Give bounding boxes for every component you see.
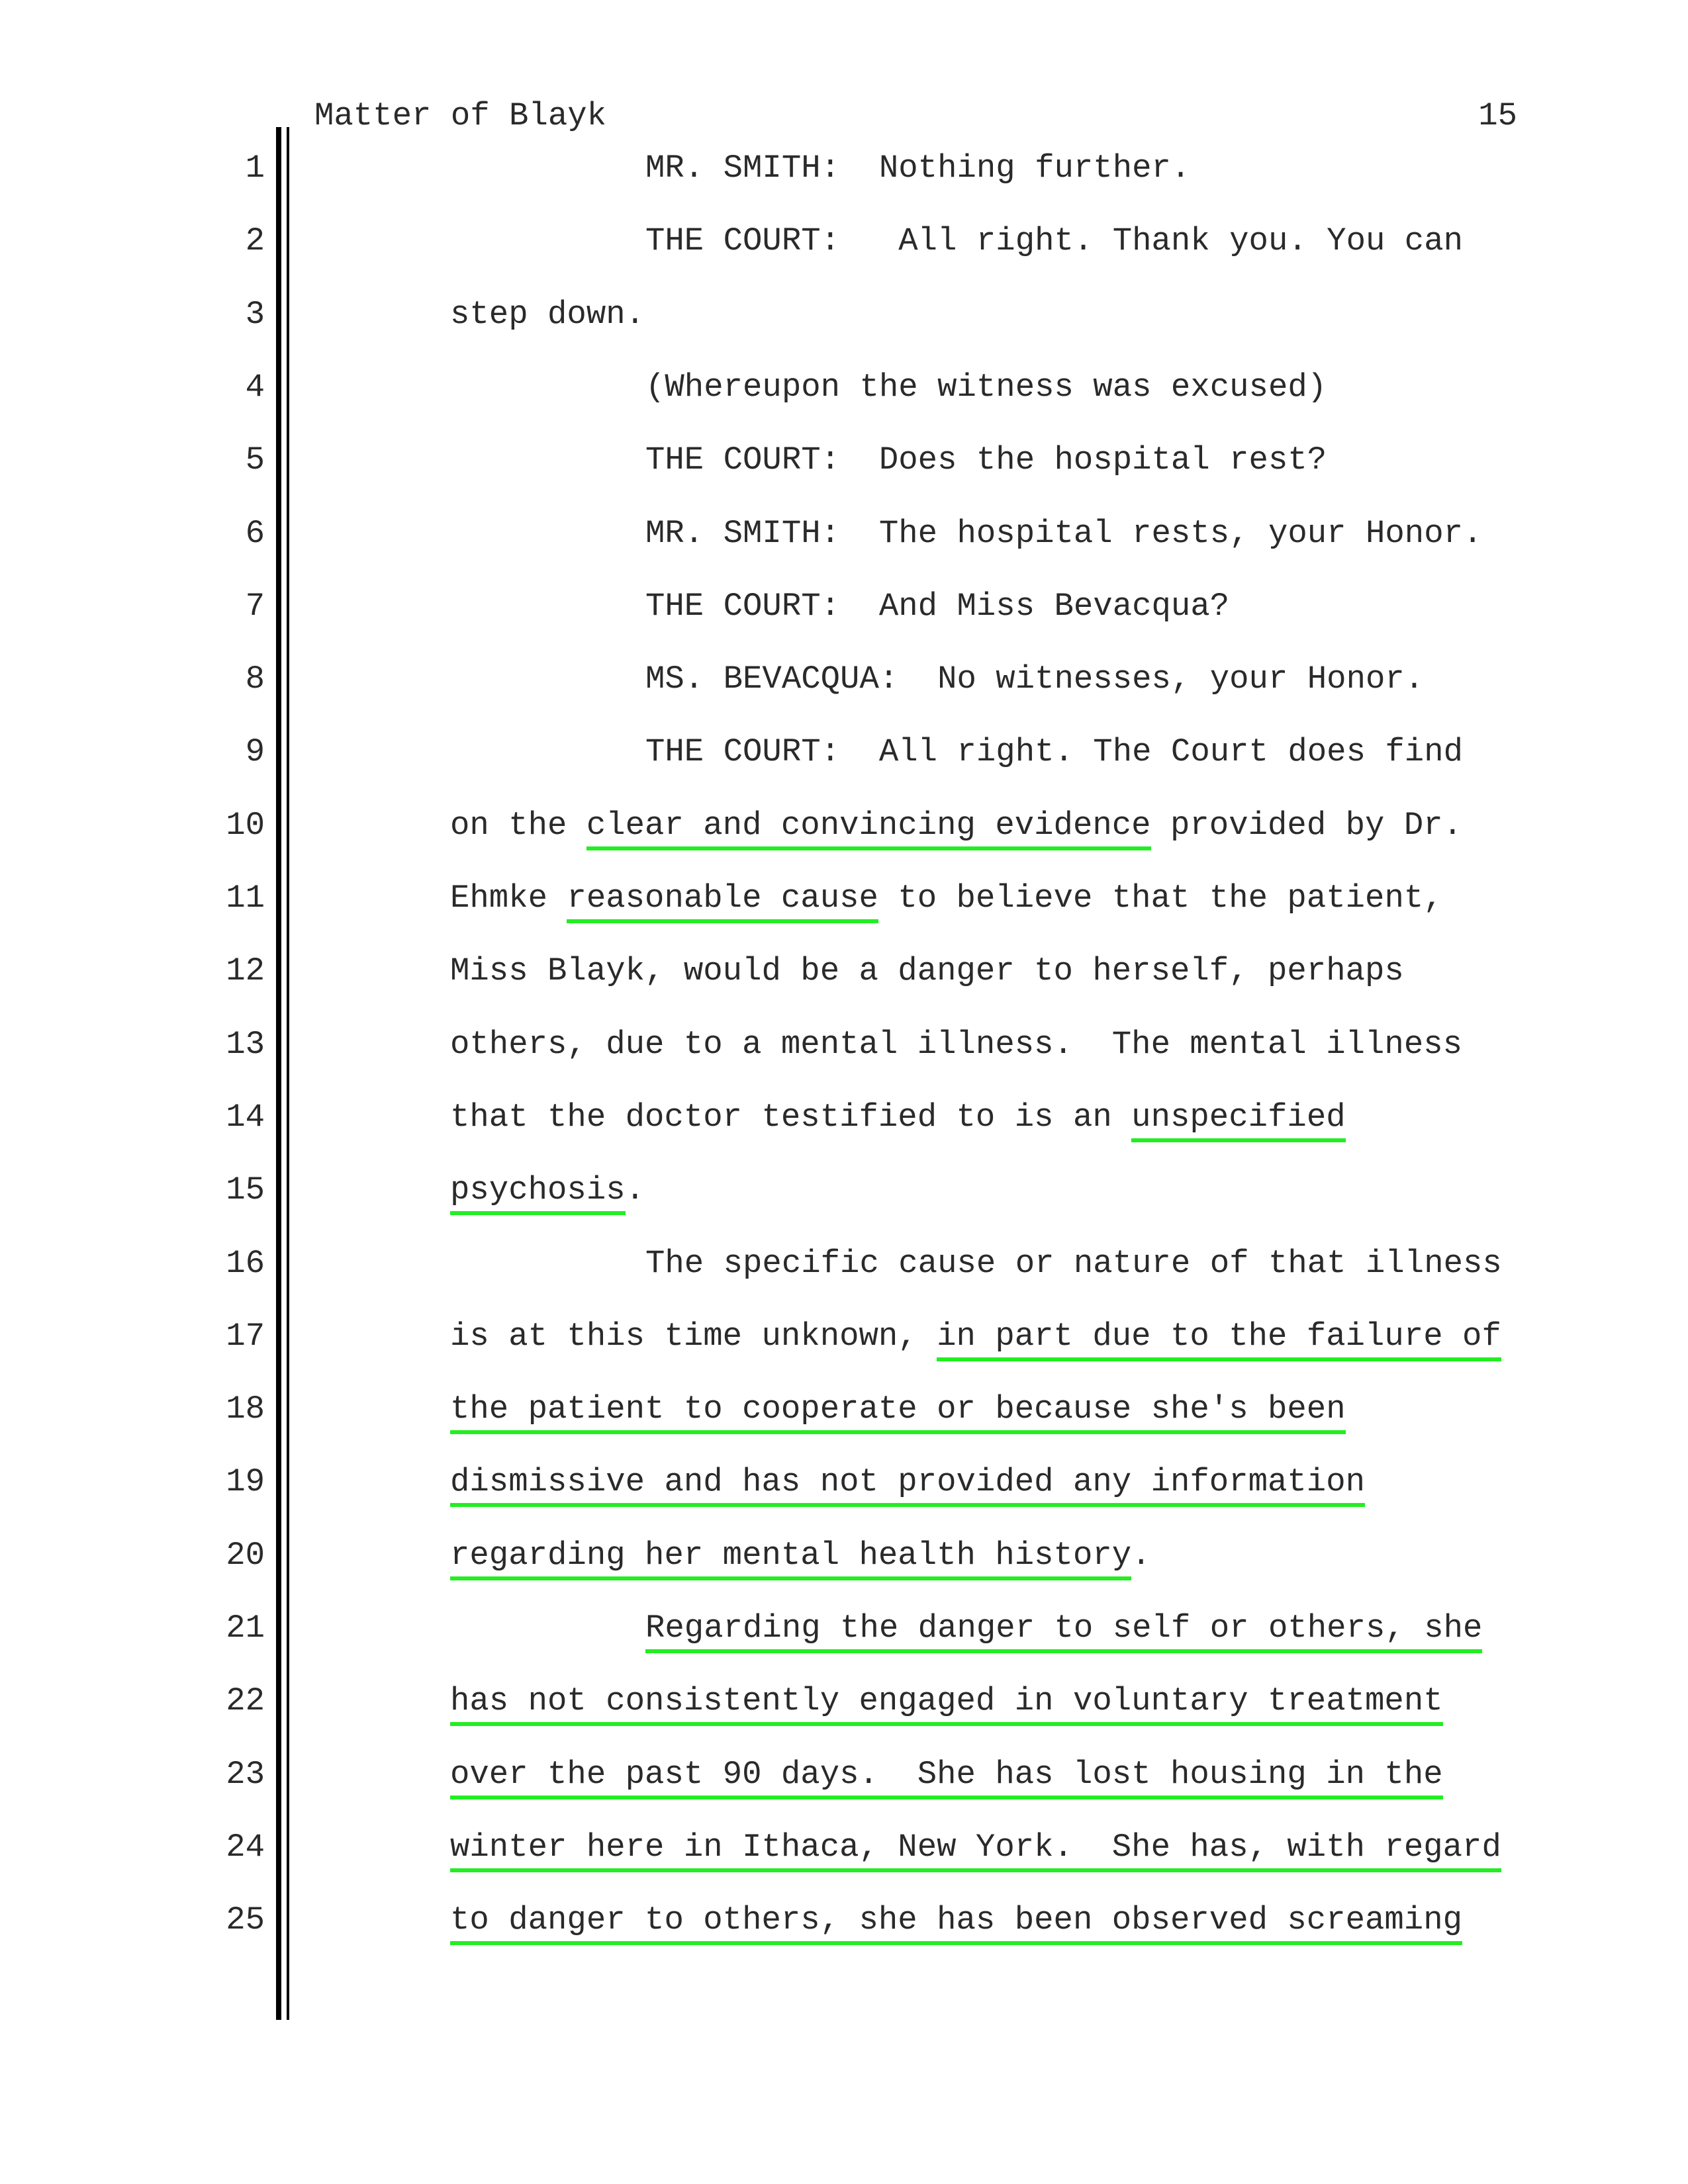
text-segment: THE COURT: All right. The Court does find bbox=[645, 733, 1464, 770]
transcript-line bbox=[0, 1592, 1688, 1664]
transcript-line bbox=[0, 934, 1688, 1007]
highlighted-phrase: psychosis bbox=[450, 1171, 626, 1215]
transcript-line bbox=[0, 1664, 1688, 1737]
line-text bbox=[645, 205, 1463, 277]
transcript-line bbox=[0, 1154, 1688, 1226]
line-number: 10 bbox=[226, 807, 265, 844]
text-segment: THE COURT: And Miss Bevacqua? bbox=[645, 588, 1230, 625]
line-text bbox=[645, 570, 1229, 643]
text-segment: step down. bbox=[450, 296, 645, 333]
line-number: 2 bbox=[245, 222, 265, 259]
text-segment: provided by Dr. bbox=[1150, 807, 1463, 844]
line-number: 22 bbox=[226, 1682, 265, 1719]
text-segment: MR. SMITH: Nothing further. bbox=[645, 150, 1191, 187]
transcript-line bbox=[0, 1008, 1688, 1081]
line-text bbox=[450, 1154, 645, 1226]
line-number: 8 bbox=[245, 660, 265, 698]
line-text bbox=[450, 1738, 1443, 1811]
line-text bbox=[450, 1445, 1365, 1518]
line-text bbox=[450, 1081, 1346, 1154]
transcript-line bbox=[0, 1373, 1688, 1445]
line-text bbox=[450, 278, 645, 351]
text-segment: MS. BEVACQUA: No witnesses, your Honor. bbox=[645, 660, 1425, 698]
text-segment: . bbox=[625, 1171, 645, 1208]
line-number: 19 bbox=[226, 1463, 265, 1500]
transcript-line bbox=[0, 643, 1688, 715]
line-text bbox=[450, 934, 1404, 1007]
line-number: 11 bbox=[226, 880, 265, 917]
transcript-line bbox=[0, 1227, 1688, 1300]
highlighted-phrase: Regarding the danger to self or others, she bbox=[645, 1610, 1482, 1653]
line-number: 14 bbox=[226, 1099, 265, 1136]
line-number: 18 bbox=[226, 1390, 265, 1428]
highlighted-phrase: over the past 90 days. She has lost housing in the bbox=[450, 1756, 1443, 1799]
line-number: 15 bbox=[226, 1171, 265, 1208]
transcript-line bbox=[0, 1081, 1688, 1154]
text-segment: . bbox=[1131, 1537, 1151, 1574]
line-text bbox=[645, 643, 1424, 715]
highlighted-phrase: clear and convincing evidence bbox=[586, 807, 1151, 850]
line-text bbox=[645, 1227, 1502, 1300]
transcript-line bbox=[0, 424, 1688, 496]
line-text bbox=[645, 715, 1463, 788]
text-segment: THE COURT: Does the hospital rest? bbox=[645, 441, 1327, 478]
text-segment: is at this time unknown, bbox=[450, 1318, 937, 1355]
line-number: 24 bbox=[226, 1829, 265, 1866]
line-number: 5 bbox=[245, 441, 265, 478]
line-text bbox=[645, 424, 1327, 496]
transcript-line bbox=[0, 1884, 1688, 1956]
text-segment: THE COURT: All right. Thank you. You can bbox=[645, 222, 1464, 259]
line-number: 7 bbox=[245, 588, 265, 625]
text-segment: Ehmke bbox=[450, 880, 567, 917]
line-number: 21 bbox=[226, 1610, 265, 1647]
text-segment: to believe that the patient, bbox=[878, 880, 1443, 917]
line-number: 17 bbox=[226, 1318, 265, 1355]
highlighted-phrase: reasonable cause bbox=[567, 880, 878, 923]
highlighted-phrase: has not consistently engaged in voluntary treatment bbox=[450, 1682, 1443, 1726]
line-text bbox=[450, 1664, 1443, 1737]
line-number: 12 bbox=[226, 952, 265, 989]
transcript-line bbox=[0, 351, 1688, 424]
text-segment: MR. SMITH: The hospital rests, your Honor. bbox=[645, 515, 1483, 552]
line-number: 16 bbox=[226, 1245, 265, 1282]
line-text bbox=[450, 1300, 1501, 1373]
transcript-line bbox=[0, 1738, 1688, 1811]
transcript-line bbox=[0, 1811, 1688, 1884]
highlighted-phrase: in part due to the failure of bbox=[937, 1318, 1501, 1361]
line-text bbox=[450, 1373, 1346, 1445]
line-number: 13 bbox=[226, 1026, 265, 1063]
line-number: 4 bbox=[245, 369, 265, 406]
transcript-line bbox=[0, 862, 1688, 934]
line-text bbox=[645, 351, 1327, 424]
page-number: 15 bbox=[1478, 97, 1517, 134]
text-segment: (Whereupon the witness was excused) bbox=[645, 369, 1327, 406]
line-text bbox=[645, 132, 1190, 205]
transcript-line bbox=[0, 570, 1688, 643]
line-text bbox=[450, 862, 1443, 934]
line-text bbox=[450, 1811, 1501, 1884]
line-number: 1 bbox=[245, 150, 265, 187]
line-number: 23 bbox=[226, 1756, 265, 1793]
highlighted-phrase: the patient to cooperate or because she's been bbox=[450, 1390, 1346, 1434]
line-number: 25 bbox=[226, 1901, 265, 1938]
line-text bbox=[450, 1008, 1462, 1081]
line-text bbox=[645, 1592, 1482, 1664]
case-title: Matter of Blayk bbox=[314, 97, 607, 134]
highlighted-phrase: winter here in Ithaca, New York. She has, with regard bbox=[450, 1829, 1501, 1872]
transcript-line bbox=[0, 1300, 1688, 1373]
transcript-line bbox=[0, 1445, 1688, 1518]
text-segment: on the bbox=[450, 807, 586, 844]
line-number: 3 bbox=[245, 296, 265, 333]
transcript-line bbox=[0, 497, 1688, 570]
transcript-line bbox=[0, 715, 1688, 788]
text-segment: The specific cause or nature of that illness bbox=[645, 1245, 1502, 1282]
text-segment: Miss Blayk, would be a danger to herself, perhaps bbox=[450, 952, 1404, 989]
transcript-line bbox=[0, 132, 1688, 205]
line-text bbox=[450, 1884, 1462, 1956]
line-text bbox=[450, 789, 1462, 862]
highlighted-phrase: regarding her mental health history bbox=[450, 1537, 1131, 1580]
transcript-line bbox=[0, 278, 1688, 351]
highlighted-phrase: to danger to others, she has been observed screaming bbox=[450, 1901, 1462, 1945]
highlighted-phrase: dismissive and has not provided any information bbox=[450, 1463, 1365, 1507]
line-number: 20 bbox=[226, 1537, 265, 1574]
text-segment: others, due to a mental illness. The mental illness bbox=[450, 1026, 1463, 1063]
highlighted-phrase: unspecified bbox=[1131, 1099, 1345, 1142]
text-segment: that the doctor testified to is an bbox=[450, 1099, 1132, 1136]
transcript-line bbox=[0, 789, 1688, 862]
line-text bbox=[645, 497, 1482, 570]
line-text bbox=[450, 1519, 1151, 1592]
transcript-line bbox=[0, 1519, 1688, 1592]
line-number: 9 bbox=[245, 733, 265, 770]
transcript-line bbox=[0, 205, 1688, 277]
line-number: 6 bbox=[245, 515, 265, 552]
